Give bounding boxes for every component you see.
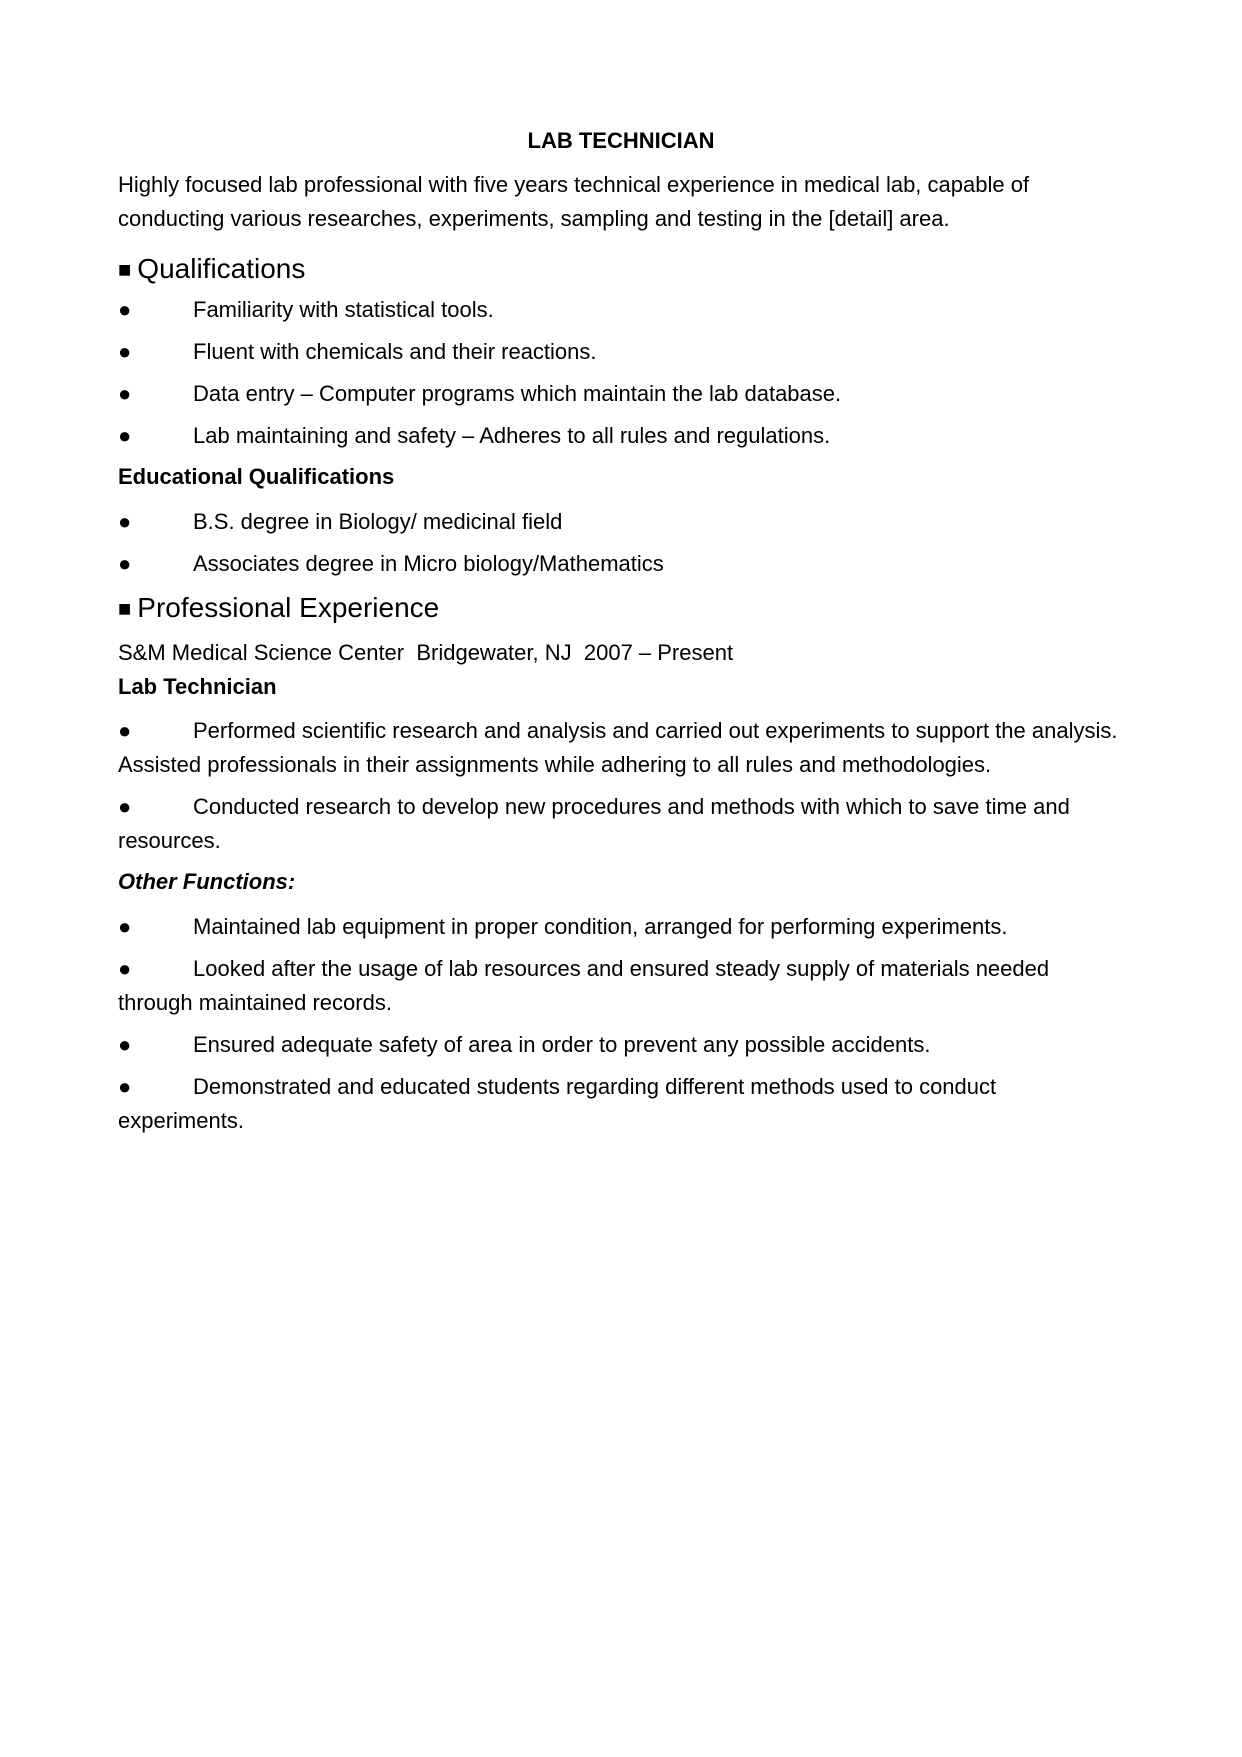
other-functions-list <box>118 910 1124 1138</box>
bullet-icon: ● <box>118 794 132 819</box>
experience-list <box>118 714 1124 858</box>
list-item-text: Conducted research to develop new procedures and methods with which to save time and resources. <box>118 794 1070 853</box>
list-item <box>118 910 1124 944</box>
list-item-text: Demonstrated and educated students regarding different methods used to conduct experiments. <box>118 1074 997 1133</box>
list-item-text: B.S. degree in Biology/ medicinal field <box>193 509 563 534</box>
bullet-icon: ● <box>118 297 132 322</box>
list-item-text: Lab maintaining and safety – Adheres to all rules and regulations. <box>193 423 831 448</box>
square-bullet-icon: ■ <box>118 596 132 621</box>
summary-paragraph: Highly focused lab professional with five years technical experience in medical lab, capable of conducting various researches, experiments, sampling and testing in the [detail] area. <box>118 172 1030 231</box>
list-item <box>118 790 1124 858</box>
bullet-icon: ● <box>118 381 132 406</box>
list-item <box>118 505 1124 539</box>
list-item-text: Associates degree in Micro biology/Mathematics <box>193 551 664 576</box>
employer-line: S&M Medical Science Center Bridgewater, NJ 2007 – Present <box>118 640 734 665</box>
bullet-icon: ● <box>118 956 132 981</box>
list-item-text: Maintained lab equipment in proper condition, arranged for performing experiments. <box>193 914 1008 939</box>
list-item <box>118 293 1124 327</box>
other-functions-heading: Other Functions: <box>118 869 296 894</box>
qualifications-heading-label: Qualifications <box>137 253 306 284</box>
square-bullet-icon: ■ <box>118 257 132 282</box>
list-item <box>118 335 1124 369</box>
bullet-icon: ● <box>118 551 132 576</box>
qualifications-list <box>118 293 1124 453</box>
list-item-text: Fluent with chemicals and their reactions. <box>193 339 597 364</box>
experience-heading-label: Professional Experience <box>137 592 440 623</box>
list-item <box>118 952 1124 1020</box>
qualifications-heading <box>118 250 1124 289</box>
list-item <box>118 419 1124 453</box>
list-item-text: Looked after the usage of lab resources and ensured steady supply of materials needed through maintained records. <box>118 956 1050 1015</box>
list-item <box>118 1028 1124 1062</box>
bullet-icon: ● <box>118 423 132 448</box>
list-item <box>118 377 1124 411</box>
bullet-icon: ● <box>118 509 132 534</box>
role-title: Lab Technician <box>118 674 277 699</box>
bullet-icon: ● <box>118 1032 132 1057</box>
list-item <box>118 1070 1124 1138</box>
bullet-icon: ● <box>118 914 132 939</box>
list-item <box>118 547 1124 581</box>
list-item-text: Data entry – Computer programs which maintain the lab database. <box>193 381 842 406</box>
list-item-text: Ensured adequate safety of area in order to prevent any possible accidents. <box>193 1032 931 1057</box>
education-heading: Educational Qualifications <box>118 464 395 489</box>
bullet-icon: ● <box>118 339 132 364</box>
bullet-icon: ● <box>118 1074 132 1099</box>
list-item <box>118 714 1124 782</box>
list-item-text: Familiarity with statistical tools. <box>193 297 494 322</box>
experience-heading <box>118 589 1124 628</box>
bullet-icon: ● <box>118 718 132 743</box>
document-title: LAB TECHNICIAN <box>527 128 715 153</box>
education-list <box>118 505 1124 581</box>
list-item-text: Performed scientific research and analysis and carried out experiments to support the analysis. Assisted professionals in their assignments while adhering to all rules and methodologies. <box>118 718 1118 777</box>
